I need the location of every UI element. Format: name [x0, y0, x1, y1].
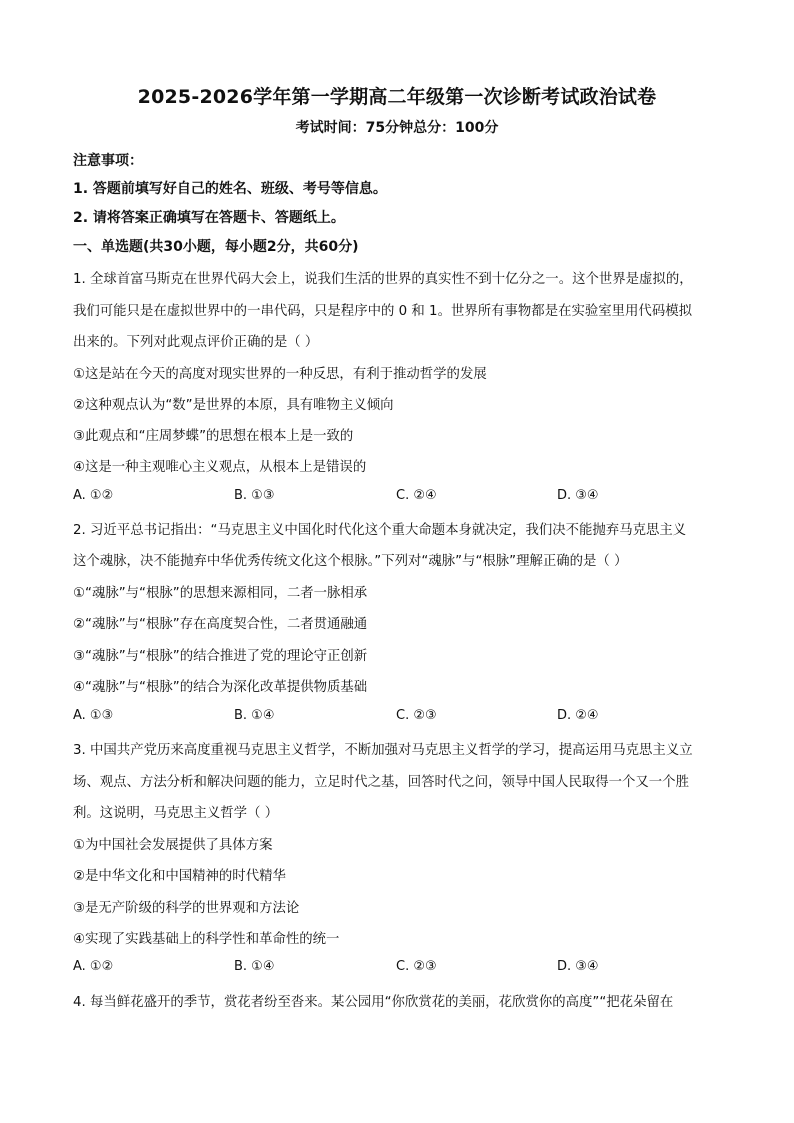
question-3-statement: ④实现了实践基础上的科学性和革命性的统一 [73, 932, 340, 947]
question-1-statement: ②这种观点认为“数”是世界的本原，具有唯物主义倾向 [73, 398, 394, 413]
question-3-option-a: A. ①② [73, 959, 114, 974]
exam-title: 2025-2026学年第一学期高二年级第一次诊断考试政治试卷 [137, 86, 657, 108]
question-2-option-d: D. ②④ [557, 708, 599, 723]
question-1-option-d: D. ③④ [557, 488, 599, 503]
question-2-text: 2. 习近平总书记指出：“马克思主义中国化时代化这个重大命题本身就决定，我们决不能抛弃马克思主义 [73, 523, 687, 538]
question-1-statement: ④这是一种主观唯心主义观点，从根本上是错误的 [73, 460, 367, 475]
question-3-option-c: C. ②③ [396, 959, 437, 974]
question-2-statement: ②“魂脉”与“根脉”存在高度契合性，二者贯通融通 [73, 617, 368, 632]
question-1-option-a: A. ①② [73, 488, 114, 503]
question-3-text: 场、观点、方法分析和解决问题的能力，立足时代之基，回答时代之问，领导中国人民取得一个又一个胜 [73, 775, 689, 790]
question-1-text: 出来的。下列对此观点评价正确的是（ ） [73, 335, 319, 350]
question-4-text: 4. 每当鲜花盛开的季节，赏花者纷至沓来。某公园用“你欣赏花的美丽，花欣赏你的高度”“把花朵留在 [73, 995, 674, 1010]
question-1-statement: ①这是站在今天的高度对现实世界的一种反思，有利于推动哲学的发展 [73, 367, 487, 382]
question-2-statement: ③“魂脉”与“根脉”的结合推进了党的理论守正创新 [73, 649, 368, 664]
note-item: 2. 请将答案正确填写在答题卡、答题纸上。 [73, 210, 345, 226]
question-1-text: 我们可能只是在虚拟世界中的一串代码，只是程序中的 0 和 1。世界所有事物都是在实验室里用代码模拟 [73, 304, 692, 319]
note-item: 1. 答题前填写好自己的姓名、班级、考号等信息。 [73, 181, 387, 197]
question-2-option-b: B. ①④ [234, 708, 275, 723]
question-3-text: 3. 中国共产党历来高度重视马克思主义哲学，不断加强对马克思主义哲学的学习，提高运用马克思主义立 [73, 743, 693, 758]
question-2-option-a: A. ①③ [73, 708, 114, 723]
question-3-option-d: D. ③④ [557, 959, 599, 974]
question-2-text: 这个魂脉，决不能抛弃中华优秀传统文化这个根脉。”下列对“魂脉”与“根脉”理解正确的是（ ） [73, 554, 628, 569]
question-3-text: 利。这说明，马克思主义哲学（ ） [73, 806, 279, 821]
notes-heading: 注意事项： [73, 153, 143, 169]
question-2-statement: ①“魂脉”与“根脉”的思想来源相同，二者一脉相承 [73, 586, 368, 601]
question-3-option-b: B. ①④ [234, 959, 275, 974]
question-2-statement: ④“魂脉”与“根脉”的结合为深化改革提供物质基础 [73, 680, 368, 695]
exam-subtitle: 考试时间：75分钟总分：100分 [295, 120, 499, 136]
section-heading: 一、单选题(共30小题，每小题2分，共60分) [73, 239, 359, 255]
question-3-statement: ①为中国社会发展提供了具体方案 [73, 838, 273, 853]
question-1-statement: ③此观点和“庄周梦蝶”的思想在根本上是一致的 [73, 429, 354, 444]
question-3-statement: ③是无产阶级的科学的世界观和方法论 [73, 901, 300, 916]
question-2-option-c: C. ②③ [396, 708, 437, 723]
question-1-option-b: B. ①③ [234, 488, 275, 503]
question-1-option-c: C. ②④ [396, 488, 437, 503]
question-3-statement: ②是中华文化和中国精神的时代精华 [73, 869, 286, 884]
question-1-text: 1. 全球首富马斯克在世界代码大会上，说我们生活的世界的真实性不到十亿分之一。这个世界是虚拟的， [73, 272, 693, 287]
